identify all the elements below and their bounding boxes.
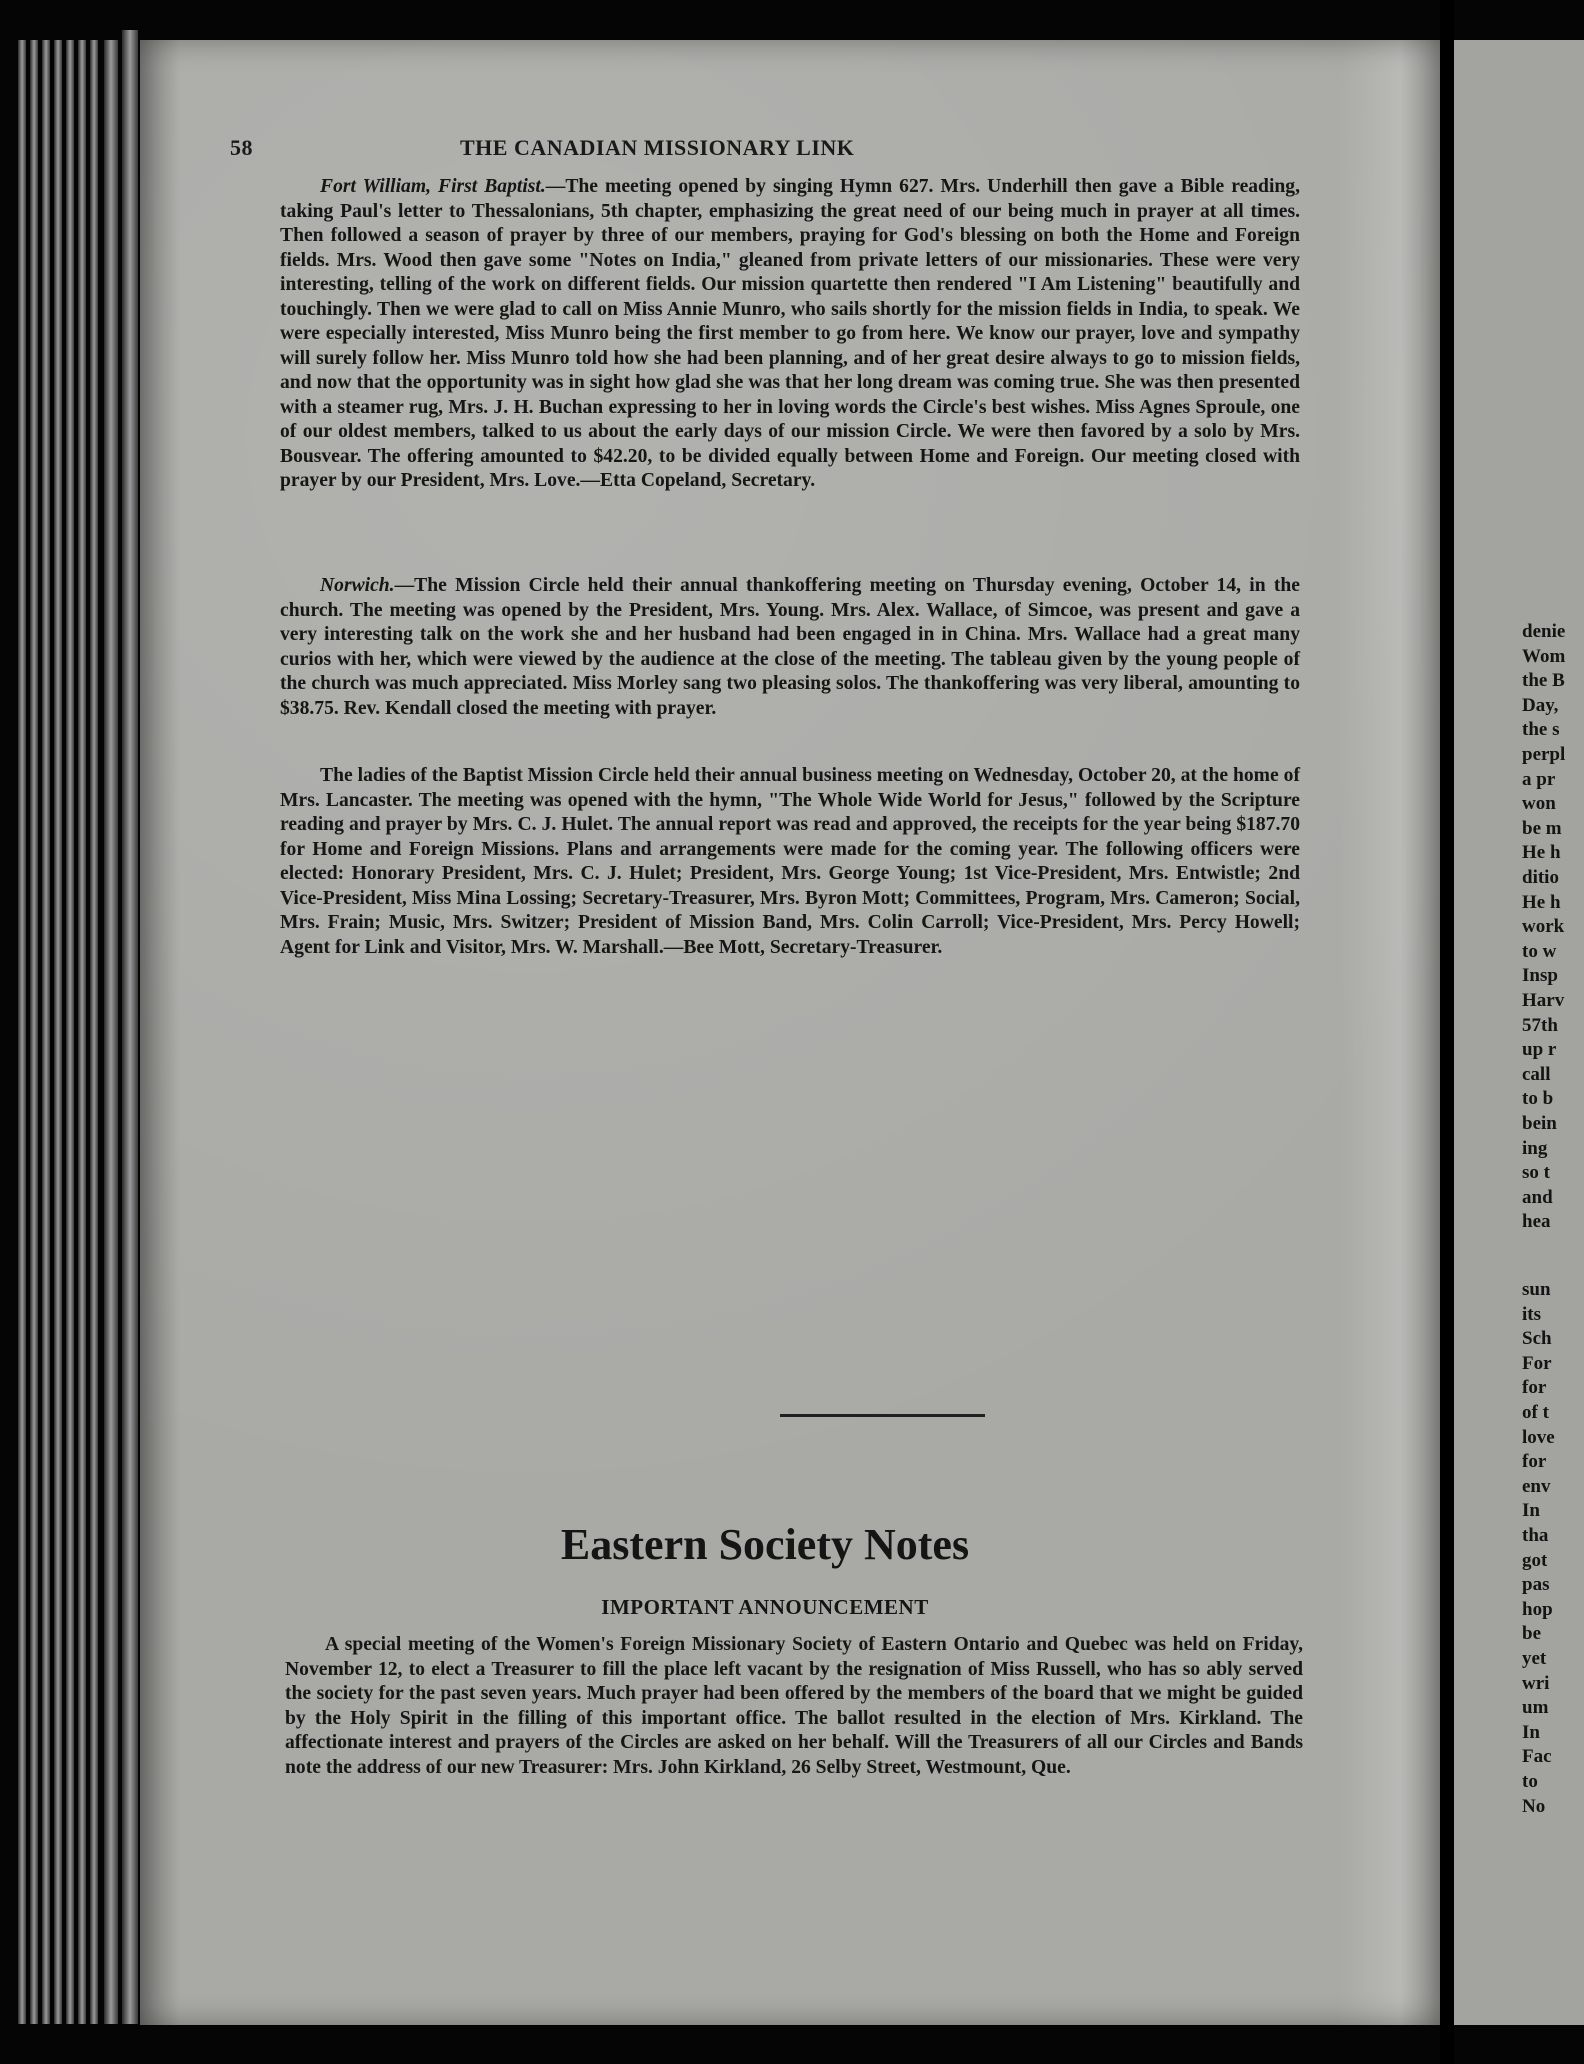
facing-page-fragment: got bbox=[1522, 1549, 1548, 1571]
facing-page-fragment: the B bbox=[1522, 670, 1565, 692]
facing-page-fragment: call bbox=[1522, 1063, 1551, 1085]
facing-page-fragment: work bbox=[1522, 916, 1565, 938]
facing-page-fragment: Fac bbox=[1522, 1746, 1552, 1768]
facing-page-fragment: Day, bbox=[1522, 694, 1559, 716]
page-edge bbox=[122, 30, 138, 2024]
facing-page-fragment: ing bbox=[1522, 1137, 1548, 1159]
page-edge bbox=[90, 40, 98, 2024]
facing-page-fragment: of t bbox=[1522, 1402, 1549, 1423]
facing-page-fragment: to w bbox=[1522, 940, 1557, 962]
facing-page-fragment: wri bbox=[1522, 1672, 1550, 1694]
facing-page-fragment: Harv bbox=[1522, 990, 1565, 1011]
report-body: The ladies of the Baptist Mission Circle held their annual business meeting on Wednesday, October 20, at the home of Mrs. Lancaster. The meeting was opened with the hymn, "The Whole Wide World for Jesus," followed by the Scripture reading and prayer by Mrs. C. J. Hulet. The annual report was read and approved, the receipts for the year being $187.70 for Home and Foreign Missions. Plans and arrangements were made for the coming year. The following officers were elected: Honorary President, Mrs. C. J. Hulet; President, Mrs. George Young; 1st Vice-President, Mrs. Entwistle; 2nd Vice-President, Miss Mina Lossing; Secretary-Treasurer, Mrs. Byron Mott; Committees, Program, Mrs. Cameron; Social, Mrs. Frain; Music, Mrs. Switzer; President of Mission Band, Mrs. Colin Carroll; Vice-President, Mrs. Percy Howell; Agent for Link and Visitor, Mrs. W. Marshall.—Bee Mott, Secretary-Treasurer. bbox=[280, 765, 1300, 958]
section-title: Eastern Society Notes bbox=[560, 1520, 970, 1569]
facing-page-fragment: love bbox=[1522, 1426, 1555, 1448]
facing-page-fragment: up r bbox=[1522, 1039, 1557, 1061]
report-business-meeting bbox=[280, 764, 1300, 960]
facing-page-fragment: for bbox=[1522, 1451, 1547, 1473]
facing-page-fragment: 57th bbox=[1522, 1014, 1558, 1036]
facing-page-fragment: No bbox=[1522, 1795, 1546, 1817]
facing-page-fragment: He h bbox=[1522, 891, 1561, 913]
page-edge bbox=[104, 40, 118, 2024]
facing-page-fragment: denie bbox=[1522, 621, 1566, 642]
facing-page-fragment: be m bbox=[1522, 817, 1562, 839]
page-edge bbox=[78, 40, 86, 2024]
report-lead: Fort William, First Baptist. bbox=[320, 176, 546, 197]
page-edge bbox=[54, 40, 62, 2024]
page-edge bbox=[66, 40, 74, 2024]
facing-page-fragment: tha bbox=[1522, 1525, 1549, 1546]
page-edge bbox=[30, 40, 38, 2024]
facing-page-fragment: hea bbox=[1522, 1211, 1551, 1233]
facing-page-fragment: um bbox=[1522, 1697, 1549, 1719]
facing-page-fragment: He h bbox=[1522, 842, 1561, 864]
page-number: 58 bbox=[230, 135, 253, 160]
facing-page-fragment: pas bbox=[1522, 1574, 1550, 1596]
facing-page-fragment: Wom bbox=[1522, 645, 1566, 667]
facing-page-fragment: ditio bbox=[1522, 867, 1559, 888]
page-edge bbox=[42, 40, 50, 2024]
facing-page-fragment: to b bbox=[1522, 1088, 1554, 1110]
facing-page-fragment: so t bbox=[1522, 1162, 1550, 1184]
journal-title: THE CANADIAN MISSIONARY LINK bbox=[460, 135, 855, 160]
facing-page-fragment: yet bbox=[1522, 1648, 1547, 1669]
announcement-paragraph: A special meeting of the Women's Foreign Missionary Society of Eastern Ontario and Quebec was held on Friday, November 12, to elect a Treasurer to fill the place left vacant by the resignation of Miss Russell, who has so ably served the society for the past seven years. Much prayer had been offered by the members of the board that we might be guided by the Holy Spirit in the filling of this important office. The ballot resulted in the election of Mrs. Kirkland. The affectionate interest and prayers of the Circles are asked on her behalf. Will the Treasurers of all our Circles and Bands note the address of our new Treasurer: Mrs. John Kirkland, 26 Selby Street, Westmount, Que. bbox=[285, 1634, 1303, 1778]
facing-page-fragment: for bbox=[1522, 1377, 1547, 1399]
facing-page-fragment: For bbox=[1522, 1352, 1552, 1374]
facing-page-fragment: Sch bbox=[1522, 1328, 1552, 1350]
section-subtitle: IMPORTANT ANNOUNCEMENT bbox=[601, 1595, 929, 1619]
facing-page-fragment: won bbox=[1522, 793, 1556, 815]
report-norwich bbox=[280, 574, 1300, 721]
facing-page-fragment: its bbox=[1522, 1303, 1541, 1325]
facing-page-fragment: and bbox=[1522, 1186, 1553, 1208]
facing-page-fragment: In bbox=[1522, 1500, 1540, 1522]
facing-page-fragment: a pr bbox=[1522, 768, 1556, 790]
section-divider bbox=[780, 1414, 985, 1417]
facing-page-fragment: Insp bbox=[1522, 965, 1558, 987]
facing-page-fragment: perpl bbox=[1522, 744, 1566, 765]
facing-page-fragment: bein bbox=[1522, 1113, 1557, 1134]
report-lead: Norwich. bbox=[320, 575, 395, 596]
facing-page-fragment: sun bbox=[1522, 1279, 1551, 1300]
report-body: —The meeting opened by singing Hymn 627. Mrs. Underhill then gave a Bible reading, taking Paul's letter to Thessalonians, 5th chapter, emphasizing the great need of our being much in prayer at all times. Then followed a season of prayer by three of our members, praying for God's blessing on both the Home and Foreign fields. Mrs. Wood then gave some "Notes on India," gleaned from private letters of our missionaries. These were very interesting, telling of the work on different fields. Our mission quartette then rendered "I Am Listening" beautifully and touchingly. Then we were glad to call on Miss Annie Munro, who sails shortly for the mission fields in India, to speak. We were especially interested, Miss Munro being the first member to go from here. We know our prayer, love and sympathy will surely follow her. Miss Munro told how she had been planning, and of her great desire always to go to mission fields, and now that the opportunity was in sight how glad she was that her long dream was coming true. She was then presented with a steamer rug, Mrs. J. H. Buchan expressing to her in loving words the Circle's best wishes. Miss Agnes Sproule, one of our oldest members, talked to us about the early days of our mission Circle. We were then favored by a solo by Mrs. Bousvear. The offering amounted to $42.20, to be divided equally between Home and Foreign. Our meeting closed with prayer by our President, Mrs. Love.—Etta Copeland, Secretary. bbox=[280, 176, 1300, 491]
report-fort-william bbox=[280, 175, 1300, 494]
facing-page-fragment: be bbox=[1522, 1623, 1541, 1645]
facing-page bbox=[1454, 40, 1584, 2025]
facing-page-fragment: env bbox=[1522, 1475, 1551, 1497]
report-body: —The Mission Circle held their annual thankoffering meeting on Thursday evening, October 14, in the church. The meeting was opened by the President, Mrs. Young. Mrs. Alex. Wallace, of Simcoe, was present and gave a very interesting talk on the work she and her husband had been engaged in in China. Mrs. Wallace had a great many curios with her, which were viewed by the audience at the close of the meeting. The tableau given by the young people of the church was much appreciated. Miss Morley sang two pleasing solos. The thankoffering was very liberal, amounting to $38.75. Rev. Kendall closed the meeting with prayer. bbox=[280, 575, 1300, 719]
facing-page-fragment: to bbox=[1522, 1771, 1538, 1792]
facing-page-fragment: hop bbox=[1522, 1598, 1553, 1620]
running-head bbox=[230, 135, 1300, 175]
facing-page-fragment: In bbox=[1522, 1721, 1540, 1743]
facing-page-fragment: the s bbox=[1522, 719, 1560, 741]
book-gutter bbox=[1440, 0, 1454, 2064]
page-edge bbox=[18, 40, 26, 2024]
